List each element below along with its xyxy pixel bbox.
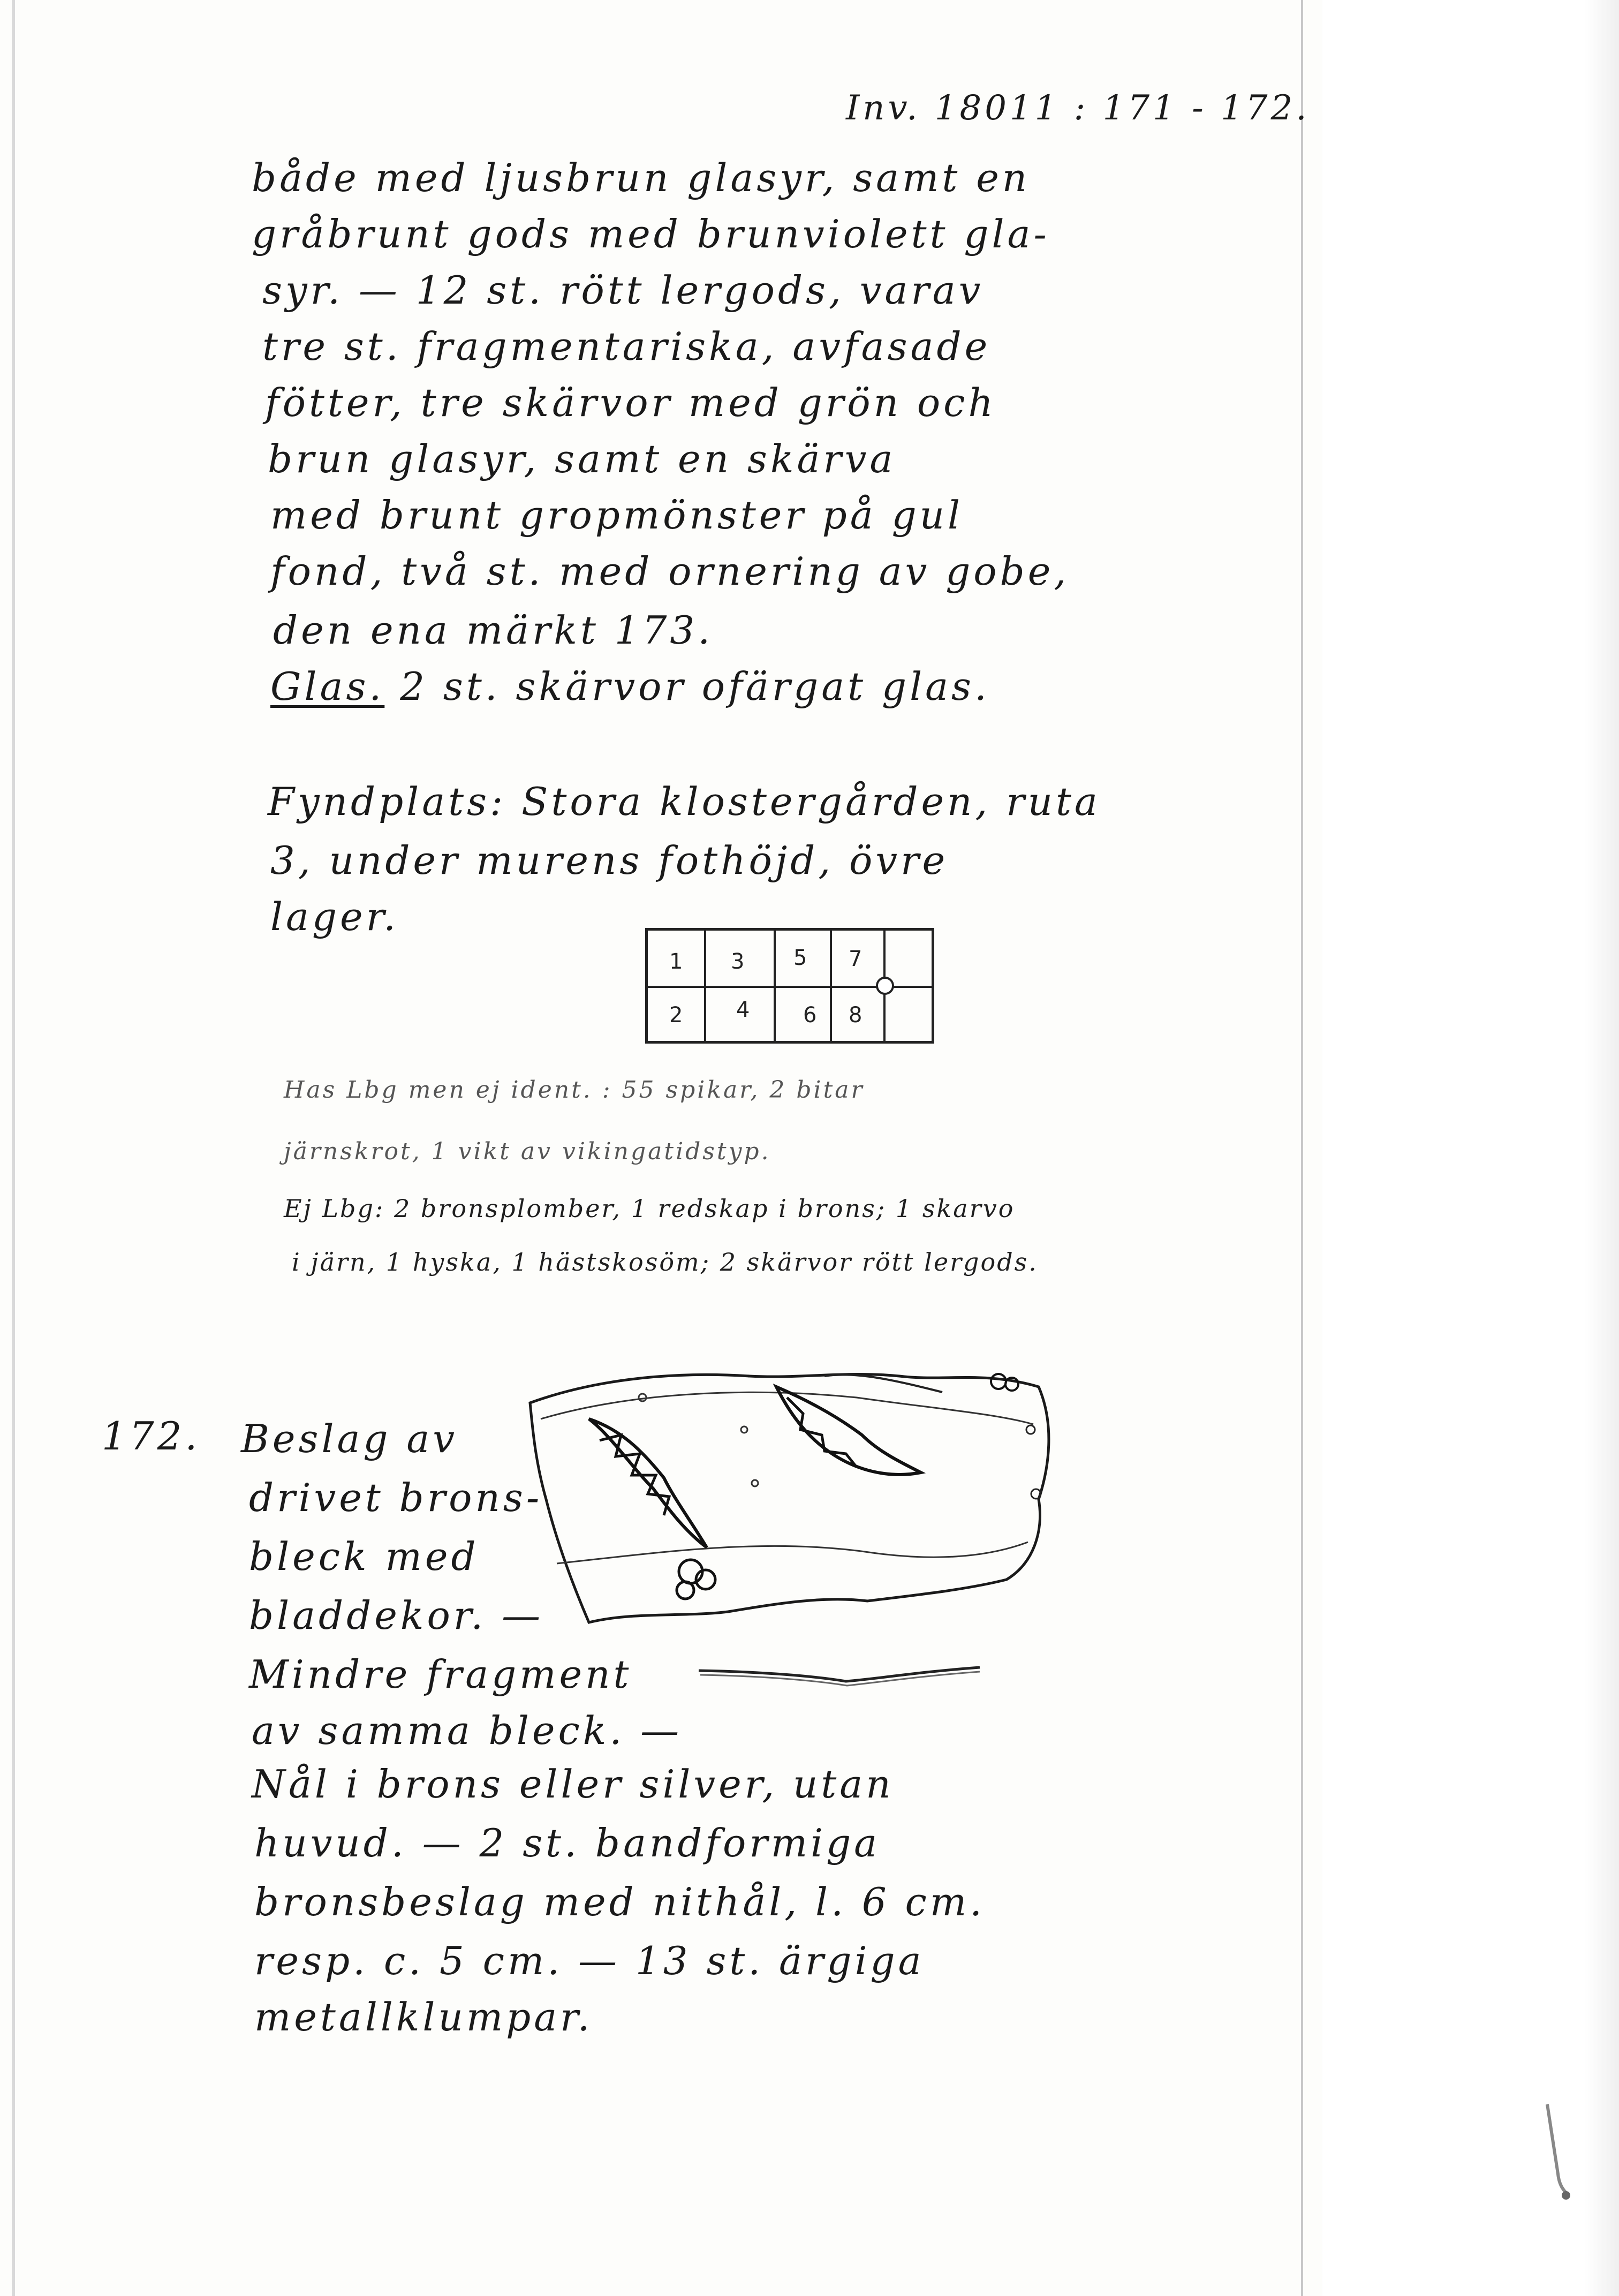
pen-note-line: i järn, 1 hyska, 1 hästskosöm; 2 skärvor rött lergods. — [292, 1248, 1038, 1277]
grid-cell-label: 3 — [731, 949, 745, 974]
text-line: metallklumpar. — [254, 1995, 593, 2040]
text-line: Nål i brons eller silver, utan — [252, 1762, 894, 1807]
findplace-line: 3, under murens fothöjd, övre — [270, 838, 949, 883]
text-line: gråbrunt gods med brunviolett gla- — [252, 212, 1050, 256]
grid-cell-label: 7 — [849, 947, 863, 971]
page-corner-mark — [1542, 2099, 1574, 2206]
grid-cell-label: 5 — [793, 946, 807, 970]
pencil-note-line: järnskrot, 1 vikt av vikingatidstyp. — [284, 1138, 771, 1165]
text-line: brun glasyr, samt en skärva — [268, 436, 896, 481]
pen-note-line: Ej Lbg: 2 bronsplomber, 1 redskap i brons; 1 skarvo — [284, 1194, 1015, 1223]
page-edge-shadow — [1585, 0, 1619, 2296]
text-line: bleck med — [249, 1534, 479, 1579]
findplace-line: Fyndplats: Stora klostergården, ruta — [268, 779, 1101, 824]
text-line: bronsbeslag med nithål, l. 6 cm. — [254, 1879, 986, 1924]
text-line: bladdekor. — — [249, 1593, 544, 1638]
glas-text: 2 st. skärvor ofärgat glas. — [400, 664, 990, 709]
page-edge — [1322, 0, 1619, 2296]
text-line: Beslag av — [241, 1416, 458, 1461]
text-line: både med ljusbrun glasyr, samt en — [252, 155, 1031, 200]
text-line: huvud. — 2 st. bandformiga — [254, 1821, 881, 1865]
inventory-reference: Inv. 18011 : 171 - 172. — [846, 88, 1310, 128]
entry-number: 172. — [102, 1414, 201, 1459]
findplace-line: lager. — [270, 894, 399, 939]
text-line: Mindre fragment — [249, 1652, 632, 1697]
text-line: tre st. fragmentariska, avfasade — [262, 324, 991, 369]
grid-cell-label: 8 — [849, 1003, 863, 1028]
pencil-note-line: Has Lbg men ej ident. : 55 spikar, 2 bitar — [284, 1076, 865, 1104]
bronze-mount-drawing — [525, 1360, 1060, 1638]
page-margin-line — [12, 0, 15, 2296]
text-line: den ena märkt 173. — [273, 608, 714, 653]
excavation-grid-sketch — [645, 928, 934, 1044]
grid-cell-label: 4 — [736, 998, 750, 1022]
text-line: syr. — 12 st. rött lergods, varav — [262, 268, 984, 313]
text-line: av samma bleck. — — [252, 1708, 683, 1753]
text-line: fond, två st. med ornering av gobe, — [270, 549, 1070, 594]
glas-line — [270, 664, 990, 709]
fragment-strip-drawing — [696, 1660, 985, 1692]
grid-cell-label: 6 — [803, 1003, 817, 1028]
grid-cell-label: 2 — [669, 1003, 683, 1028]
text-line: med brunt gropmönster på gul — [270, 493, 964, 538]
page-gutter-line — [1301, 0, 1303, 2296]
text-line: fötter, tre skärvor med grön och — [265, 380, 996, 425]
findspot-marker — [876, 977, 894, 995]
text-line: resp. c. 5 cm. — 13 st. ärgiga — [254, 1938, 925, 1983]
grid-cell-label: 1 — [669, 949, 683, 974]
glas-label: Glas. — [270, 664, 385, 709]
text-line: drivet brons- — [249, 1475, 543, 1520]
